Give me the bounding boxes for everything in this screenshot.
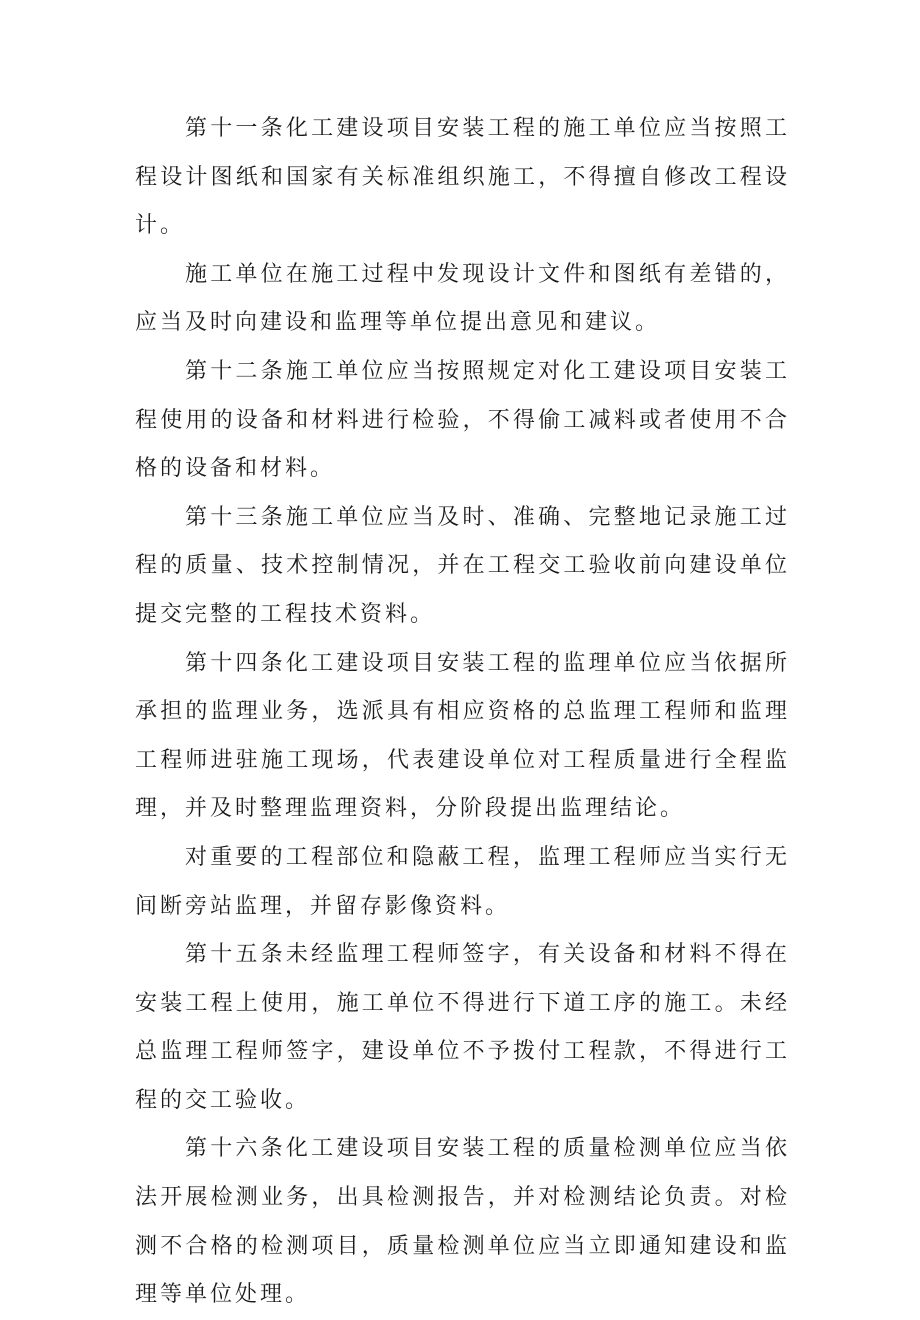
document-body [135,105,790,1320]
article-16-paragraph: 第十六条化工建设项目安装工程的质量检测单位应当依法开展检测业务，出具检测报告，并对检测结论负责。对检测不合格的检测项目，质量检测单位应当立即通知建设和监理等单位处理。 [135,1136,790,1308]
article-14-supervision-paragraph: 对重要的工程部位和隐蔽工程，监理工程师应当实行无间断旁站监理，并留存影像资料。 [135,844,790,919]
article-11-paragraph: 第十一条化工建设项目安装工程的施工单位应当按照工程设计图纸和国家有关标准组织施工，不得擅自修改工程设计。 [135,116,790,239]
article-12-paragraph: 第十二条施工单位应当按照规定对化工建设项目安装工程使用的设备和材料进行检验，不得偷工减料或者使用不合格的设备和材料。 [135,358,790,482]
article-14-paragraph: 第十四条化工建设项目安装工程的监理单位应当依据所承担的监理业务，选派具有相应资格的总监理工程师和监理工程师进驻施工现场，代表建设单位对工程质量进行全程监理，并及时整理监理资料，分阶段提出监理结论。 [135,650,790,822]
article-11-design-error-paragraph: 施工单位在施工过程中发现设计文件和图纸有差错的，应当及时向建设和监理等单位提出意见和建议。 [135,261,790,336]
article-15-paragraph: 第十五条未经监理工程师签字，有关设备和材料不得在安装工程上使用，施工单位不得进行下道工序的施工。未经总监理工程师签字，建设单位不予拨付工程款，不得进行工程的交工验收。 [135,942,790,1113]
article-13-paragraph: 第十三条施工单位应当及时、准确、完整地记录施工过程的质量、技术控制情况，并在工程交工验收前向建设单位提交完整的工程技术资料。 [135,504,790,627]
